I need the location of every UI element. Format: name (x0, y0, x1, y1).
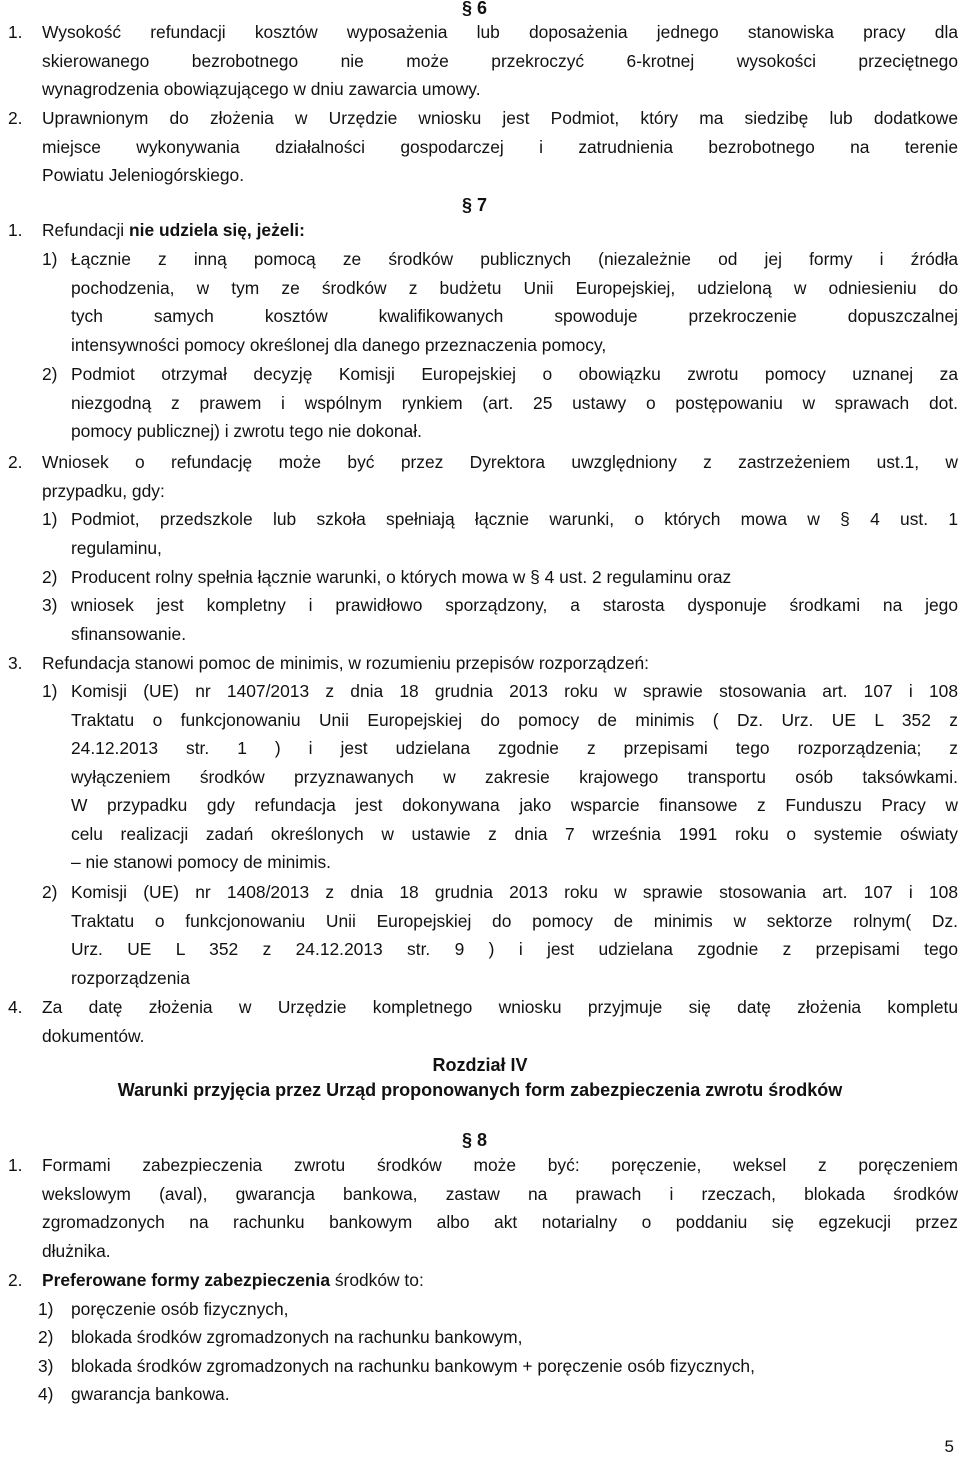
section-symbol-7: § 7 (462, 195, 488, 215)
sub-number: 3) (42, 595, 58, 615)
sub-number: 2) (42, 882, 58, 902)
paragraph-7-1-2: Podmiot otrzymał decyzję Komisji Europejskiej o obowiązku zwrotu pomocy uznanej za niezgodną z prawem i wspólnym rynkiem (art. 25 ustawy o postępowaniu w sprawach dot. pomocy publicznej) i zwrotu tego nie dokonał. (71, 364, 958, 441)
paragraph-8-2: Preferowane formy zabezpieczenia środków to: (42, 1270, 424, 1290)
sub-number: 1) (42, 509, 58, 529)
paragraph-7-2-1: Podmiot, przedszkole lub szkoła spełniają łącznie warunki, o których mowa w § 4 ust. 1 regulaminu, (71, 509, 958, 558)
paragraph-6-2: Uprawnionym do złożenia w Urzędzie wniosku jest Podmiot, który ma siedzibę lub dodatkowe miejsce wykonywania działalności gospodarczej i zatrudnienia bezrobotnego na terenie Powiatu Jeleniogórskiego. (42, 108, 958, 185)
list-number: 1. (8, 1155, 23, 1175)
paragraph-7-3: Refundacja stanowi pomoc de minimis, w rozumieniu przepisów rozporządzeń: (42, 653, 650, 673)
paragraph-8-2-4: gwarancja bankowa. (71, 1384, 230, 1404)
list-number: 3. (8, 653, 23, 673)
paragraph-8-2-3: blokada środków zgromadzonych na rachunku bankowym + poręczenie osób fizycznych, (71, 1356, 755, 1376)
sub-number: 1) (38, 1299, 54, 1319)
sub-number: 1) (42, 681, 58, 701)
page-number: 5 (944, 1437, 954, 1456)
paragraph-7-2-2: Producent rolny spełnia łącznie warunki, o których mowa w § 4 ust. 2 regulaminu oraz (71, 567, 732, 587)
list-number: 1. (8, 22, 23, 42)
sub-number: 1) (42, 249, 58, 269)
paragraph-7-4: Za datę złożenia w Urzędzie kompletnego wniosku przyjmuje się datę złożenia kompletu dokumentów. (42, 997, 958, 1046)
paragraph-7-3-2: Komisji (UE) nr 1408/2013 z dnia 18 grudnia 2013 roku w sprawie stosowania art. 107 i 108 Traktatu o funkcjonowaniu Unii Europejskiej do pomocy de minimis w sektorze rolnym( Dz. Urz. UE L 352 z 24.12.2013 str. 9 ) i jest udzielana zgodnie z przepisami tego rozporządzenia (71, 882, 958, 988)
list-number: 2. (8, 108, 23, 128)
paragraph-7-3-1: Komisji (UE) nr 1407/2013 z dnia 18 grudnia 2013 roku w sprawie stosowania art. 107 i 108 Traktatu o funkcjonowaniu Unii Europejskiej do pomocy de minimis ( Dz. Urz. UE L 352 z 24.12.2013 str. 1 ) i jest udzielana zgodnie z przepisami tego rozporządzenia; z wyłączeniem środków przyznawanych w zakresie krajowego transportu osób taksówkami. W przypadku gdy refundacja jest dokonywana jako wsparcie finansowe z Funduszu Pracy w celu realizacji zadań określonych w ustawie z dnia 7 września 1991 roku o systemie oświaty – nie stanowi pomocy de minimis. (71, 681, 958, 872)
paragraph-8-2-2: blokada środków zgromadzonych na rachunku bankowym, (71, 1327, 523, 1347)
sub-number: 2) (42, 567, 58, 587)
paragraph-7-1-1: Łącznie z inną pomocą ze środków publicznych (niezależnie od jej formy i źródła pochodzenia, w tym ze środków z budżetu Unii Europejskiej, udzieloną w odniesieniu do tych samych kosztów kwalifikowanych spowoduje przekroczenie dopuszczalnej intensywności pomocy określonej dla danego przeznaczenia pomocy, (71, 249, 958, 355)
section-symbol-6: § 6 (462, 0, 488, 18)
sub-number: 2) (42, 364, 58, 384)
paragraph-8-2-1: poręczenie osób fizycznych, (71, 1299, 289, 1319)
chapter-title: Rozdział IV (432, 1055, 528, 1075)
sub-number: 4) (38, 1384, 54, 1404)
sub-number: 2) (38, 1327, 54, 1347)
chapter-subtitle: Warunki przyjęcia przez Urząd proponowanych form zabezpieczenia zwrotu środków (117, 1080, 843, 1100)
paragraph-7-2-3: wniosek jest kompletny i prawidłowo sporządzony, a starosta dysponuje środkami na jego sfinansowanie. (71, 595, 958, 644)
paragraph-8-1: Formami zabezpieczenia zwrotu środków może być: poręczenie, weksel z poręczeniem wekslowym (aval), gwarancja bankowa, zastaw na prawach i rzeczach, blokada środków zgromadzonych na rachunku bankowym albo akt notarialny o poddaniu się egzekucji przez dłużnika. (42, 1155, 958, 1261)
list-number: 1. (8, 220, 23, 240)
section-symbol-8: § 8 (462, 1130, 488, 1150)
list-number: 2. (8, 452, 23, 472)
list-number: 2. (8, 1270, 23, 1290)
paragraph-6-1: Wysokość refundacji kosztów wyposażenia lub doposażenia jednego stanowiska pracy dla skierowanego bezrobotnego nie może przekroczyć 6-krotnej wysokości przeciętnego wynagrodzenia obowiązującego w dniu zawarcia umowy. (42, 22, 958, 99)
paragraph-7-2: Wniosek o refundację może być przez Dyrektora uwzględniony z zastrzeżeniem ust.1, w przypadku, gdy: (42, 452, 958, 501)
paragraph-7-1: Refundacji nie udziela się, jeżeli: (42, 220, 305, 240)
sub-number: 3) (38, 1356, 54, 1376)
list-number: 4. (8, 997, 23, 1017)
